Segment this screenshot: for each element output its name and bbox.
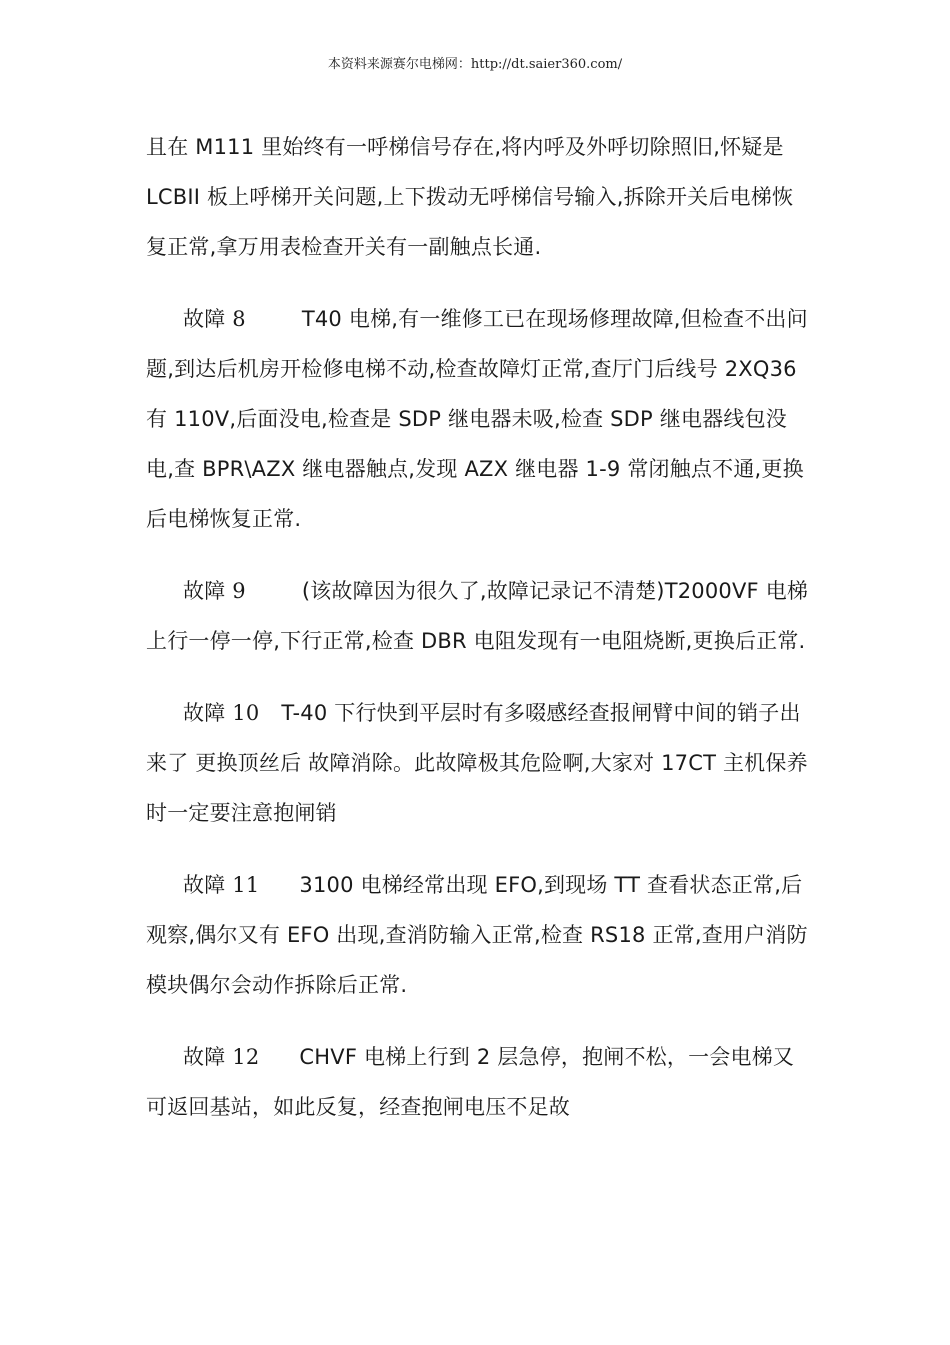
fault-12-paragraph xyxy=(146,1032,814,1132)
paragraph-continuation xyxy=(146,122,814,272)
fault-label: 故障 12 xyxy=(183,1045,260,1069)
paragraph-text: 3100 电梯经常出现 EFO,到现场 TT 查看状态正常,后观察,偶尔又有 EFO 出现,查消防输入正常,检查 RS18 正常,查用户消防模块偶尔会动作拆除后正常. xyxy=(146,873,808,997)
fault-11-paragraph xyxy=(146,860,814,1010)
fault-label: 故障 8 xyxy=(183,307,246,331)
paragraph-text: 且在 M111 里始终有一呼梯信号存在,将内呼及外呼切除照旧,怀疑是 LCBII 板上呼梯开关问题,上下拨动无呼梯信号输入,拆除开关后电梯恢复正常,拿万用表检查开关有一副触点长通. xyxy=(146,135,794,259)
fault-label: 故障 10 xyxy=(183,701,260,725)
fault-label: 故障 9 xyxy=(183,579,246,603)
page-header: 本资料来源赛尔电梯网：http://dt.saier360.com/ xyxy=(327,57,623,72)
fault-label: 故障 11 xyxy=(183,873,260,897)
paragraph-text: (该故障因为很久了,故障记录记不清楚)T2000VF 电梯上行一停一停,下行正常,检查 DBR 电阻发现有一电阻烧断,更换后正常. xyxy=(146,579,809,653)
document-body xyxy=(146,122,814,1154)
fault-8-paragraph xyxy=(146,294,814,544)
paragraph-text: CHVF 电梯上行到 2 层急停，抱闸不松，一会电梯又可返回基站，如此反复，经查抱闸电压不足故 xyxy=(146,1045,795,1119)
paragraph-text: T-40 下行快到平层时有多啜感经查报闸臂中间的销子出来了 更换顶丝后 故障消除。此故障极其危险啊,大家对 17CT 主机保养时一定要注意抱闸销 xyxy=(146,701,808,825)
paragraph-text: T40 电梯,有一维修工已在现场修理故障,但检查不出问题,到达后机房开检修电梯不动,检查故障灯正常,查厅门后线号 2XQ36 有 110V,后面没电,检查是 SDP 继电器未吸,检查 SDP 继电器线包没电,查 BPR\AZX 继电器触点,发现 AZX 继电器 1-9 常闭触点不通,更换后电梯恢复正常. xyxy=(146,307,808,531)
fault-9-paragraph xyxy=(146,566,814,666)
fault-10-paragraph xyxy=(146,688,814,838)
